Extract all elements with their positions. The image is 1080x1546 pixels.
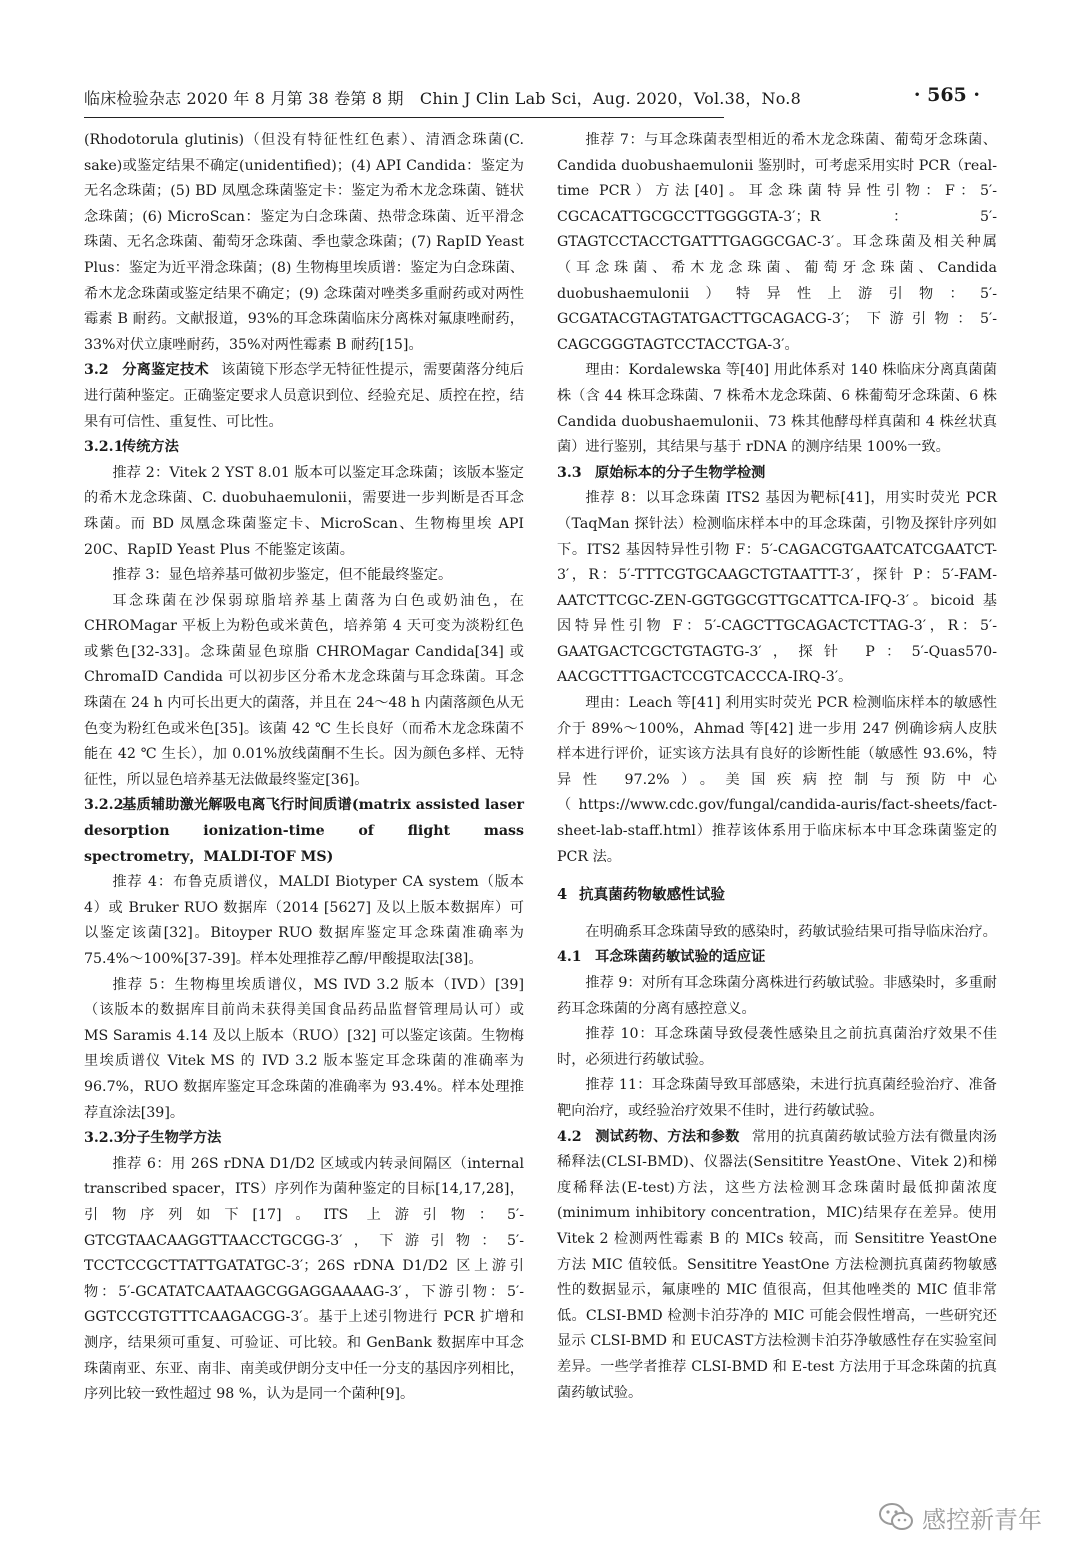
paragraph-identification-results: (Rhodotorula glutinis)（但没有特征性红色素）、清酒念珠菌(C. sake)或鉴定结果不确定(unidentified)；(4) API Candida：鉴定为无名念珠菌；(5) BD 凤凰念珠菌鉴定卡：鉴定为希木龙念珠菌、链状念珠菌；(6) MicroScan：鉴定为白念珠菌、热带念珠菌、近平滑念珠菌、无名念珠菌、葡萄牙念珠菌、季也蒙念珠菌；(7) RapID Yeast Plus：鉴定为近平滑念珠菌；(8) 生物梅里埃质谱：鉴定为白念珠菌、希木龙念珠菌或鉴定结果不确定；(9) 念珠菌对唑类多重耐药或对两性霉素 B 耐药。文献报道，93%的耳念珠菌临床分离株对氟康唑耐药，33%对伏立康唑耐药，35%对两性霉素 B 耐药[15]。 — [84, 132, 524, 353]
section-3-2-heading: 3.2 分离鉴定技术 该菌镜下形态学无特征性提示，需要菌落分纯后进行菌种鉴定。正确鉴定要求人员意识到位、经验充足、质控在控，结果有可信性、重复性、可比性。 — [84, 362, 524, 430]
recommendation-3: 推荐 3：显色培养基可做初步鉴定，但不能最终鉴定。 — [112, 567, 453, 584]
journal-citation: 临床检验杂志 2020 年 8 月第 38 卷第 8 期 Chin J Clin Lab Sci，Aug. 2020，Vol.38，No.8 — [84, 89, 801, 108]
wechat-watermark — [878, 1500, 1042, 1534]
recommendation-5: 推荐 5：生物梅里埃质谱仪，MS IVD 3.2 版本（IVD）[39]（该版本的数据库目前尚未获得美国食品药品监督管理局认可）或 MS Saramis 4.14 及以上版本（RUO）[32] 可以鉴定该菌。生物梅里埃质谱仪 Vitek MS 的 IVD 3.2 版本鉴定耳念珠菌的准确率为 96.7%，RUO 数据库鉴定耳念珠菌的准确率为 93.4%。样本处理推荐直涂法[39]。 — [84, 976, 524, 1121]
recommendation-7: 推荐 7：与耳念珠菌表型相近的希木龙念珠菌、葡萄牙念珠菌、Candida duobushaemulonii 鉴别时，可考虑采用实时 PCR（real-time PCR）方法[40]。耳念珠菌特异性引物：F：5′-CGCACATTGCGCCTTGGGGTA-3′；R：5′-GTAGTCCTACCTGATTTGAGGCGAC-3′。耳念珠菌及相关种属（耳念珠菌、希木龙念珠菌、葡萄牙念珠菌、Candida duobushaemulonii）特异性上游引物：5′-GCGATACGTAGTATGACTTGCAGACG-3′；下游引物：5′-CAGCGGGTAGTCCTACCTGA-3′。 — [557, 132, 997, 353]
watermark-text: 感控新青年 — [922, 1505, 1042, 1534]
reason-leach: 理由：Leach 等[41] 利用实时荧光 PCR 检测临床样本的敏感性介于 89%～100%，Ahmad 等[42] 进一步用 247 例确诊病人皮肤样本进行评价，证实该方法具有良好的诊断性能（敏感性 93.6%，特异性 97.2%）。美国疾病控制与预防中心（https://www.cdc.gov/fungal/candida-auris/fact-sheets/fact-sheet-lab-staff.html）推荐该体系用于临床标本中耳念珠菌鉴定的 PCR 法。 — [557, 695, 997, 865]
recommendation-6: 推荐 6：用 26S rDNA D1/D2 区域或内转录间隔区（internal transcribed spacer，ITS）序列作为菌种鉴定的目标[14,17,28]，引物序列如下[17]。ITS 上游引物：5′-GTCGTAACAAGGTTAACCTGCGG-3′，下游引物：5′-TCCTCCGCTTATTGATATGC-3′；26S rDNA D1/D2 区上游引物：5′-GCATATCAATAAGCGGAGGAAAAG-3′，下游引物：5′-GGTCCGTGTTTCAAGACGG-3′。基于上述引物进行 PCR 扩增和测序，结果须可重复、可验证、可比较。和 GenBank 数据库中耳念珠菌南亚、东亚、南非、南美或伊朗分支中任一分支的基因序列相比，序列比较一致性超过 98 %，认为是同一个菌种[9]。 — [84, 1155, 524, 1403]
wechat-icon — [878, 1502, 914, 1532]
section-3-2-3-heading: 3.2.3分子生物学方法 — [84, 1130, 222, 1147]
recommendation-10: 推荐 10：耳念珠菌导致侵袭性感染且之前抗真菌治疗效果不佳时，必须进行药敏试验。 — [557, 1026, 997, 1068]
recommendation-8: 推荐 8：以耳念珠菌 ITS2 基因为靶标[41]，用实时荧光 PCR（TaqMan 探针法）检测临床样本中的耳念珠菌，引物及探针序列如下。ITS2 基因特异性引物 F：5′-CAGACGTGAATCATCGAATCT-3′，R：5′-TTTCGTGCAAGCTGTAATTT-3′，探针 P：5′-FAM-AATCTTCGC-ZEN-GGTGGCGTTGCATTCA-IFQ-3′。bicoid 基因特异性引物 F：5′-CAGCTTGCAGACTCTTAG-3′，R：5′-GAATGACTCGCTGTAGTG-3′，探针 P：5′-Quas570-AACGCTTTGACTCCGTCACCCA-IRQ-3′。 — [557, 490, 997, 686]
right-column — [557, 128, 997, 1406]
section-3-3-heading: 3.3 原始标本的分子生物学检测 — [557, 464, 766, 481]
recommendation-9: 推荐 9：对所有耳念珠菌分离株进行药敏试验。非感染时，多重耐药耳念珠菌的分离有感控意义。 — [557, 975, 997, 1017]
page-number: · 565 · — [913, 84, 980, 106]
recommendation-2: 推荐 2：Vitek 2 YST 8.01 版本可以鉴定耳念珠菌；该版本鉴定的希木龙念珠菌、C. duobuhaemulonii，需要进一步判断是否耳念珠菌。而 BD 凤凰念珠菌鉴定卡、MicroScan、生物梅里埃 API 20C、RapID Yeast Plus 不能鉴定该菌。 — [84, 464, 524, 558]
header-rule — [84, 117, 724, 118]
section-4-intro: 在明确系耳念珠菌导致的感染时，药敏试验结果可指导临床治疗。 — [585, 923, 997, 940]
running-header — [84, 86, 984, 116]
section-4-1-heading: 4.1 耳念珠菌药敏试验的适应证 — [557, 949, 766, 966]
paragraph-chromagar: 耳念珠菌在沙保弱琼脂培养基上菌落为白色或奶油色，在 CHROMagar 平板上为粉色或米黄色，培养第 4 天可变为淡粉红色或紫色[32-33]。念珠菌显色琼脂 CHROMagar Candida[34] 或 ChromaID Candida 可以初步区分希木龙念珠菌与耳念珠菌。耳念珠菌在 24 h 内可长出更大的菌落，并且在 24～48 h 内菌落颜色从无色变为粉红色或米色[35]。该菌 42 ℃ 生长良好（而希木龙念珠菌不能在 42 ℃ 生长），加 0.01%放线菌酮不生长。因为颜色多样、无特征性，所以显色培养基无法做最终鉴定[36]。 — [84, 592, 524, 788]
section-3-2-1-heading: 3.2.1传统方法 — [84, 439, 179, 456]
section-4-2-text: 常用的抗真菌药敏试验方法有微量肉汤稀释法(CLSI-BMD)、仪器法(Sensititre YeastOne、Vitek 2)和梯度稀释法(E-test)方法，这些方法检测耳念珠菌时最低抑菌浓度(minimum inhibitory concentration，MIC)结果存在差异。使用 Vitek 2 检测两性霉素 B 的 MICs 较高，而 Sensititre YeastOne 方法 MIC 值较低。Sensititre YeastOne 方法检测抗真菌药物敏感性的数据显示，氟康唑的 MIC 值很高，但其他唑类的 MIC 值非常低。CLSI-BMD 检测卡泊芬净的 MIC 可能会假性增高，一些研究还显示 CLSI-BMD 和 EUCAST方法检测卡泊芬净敏感性存在实验室间差异。一些学者推荐 CLSI-BMD 和 E-test 方法用于耳念珠菌的抗真菌药敏试验。 — [557, 1128, 997, 1401]
section-4-2-heading: 4.2 测试药物、方法和参数 常用的抗真菌药敏试验方法有微量肉汤稀释法(CLSI-BMD)、仪器法(Sensititre YeastOne、Vitek 2)和梯度稀释法(E-test)方法，这些方法检测耳念珠菌时最低抑菌浓度(minimum inhibitory concentration，MIC)结果存在差异。使用 Vitek 2 检测两性霉素 B 的 MICs 较高，而 Sensititre YeastOne 方法 MIC 值较低。Sensititre YeastOne 方法检测抗真菌药物敏感性的数据显示，氟康唑的 MIC 值很高，但其他唑类的 MIC 值非常低。CLSI-BMD 检测卡泊芬净的 MIC 可能会假性增高，一些研究还显示 CLSI-BMD 和 EUCAST方法检测卡泊芬净敏感性存在实验室间差异。一些学者推荐 CLSI-BMD 和 E-test 方法用于耳念珠菌的抗真菌药敏试验。 — [557, 1128, 997, 1401]
section-4-heading: 4 抗真菌药物敏感性试验 — [557, 886, 725, 904]
recommendation-4: 推荐 4：布鲁克质谱仪，MALDI Biotyper CA system（版本 4）或 Bruker RUO 数据库（2014 [5627] 及以上版本数据库）可以鉴定该菌[32]。Bitoyper RUO 数据库鉴定耳念珠菌准确率为75.4%～100%[37-39]。样本处理推荐乙醇/甲酸提取法[38]。 — [84, 874, 524, 967]
left-column — [84, 128, 524, 1408]
section-3-2-2-heading: 3.2.2基质辅助激光解吸电离飞行时间质谱(matrix assisted laser desorption ionization-time of flight mass spectrometry，MALDI-TOF MS) — [84, 797, 524, 865]
recommendation-11: 推荐 11：耳念珠菌导致耳部感染，未进行抗真菌经验治疗、准备靶向治疗，或经验治疗效果不佳时，进行药敏试验。 — [557, 1077, 997, 1119]
reason-kordalewska: 理由：Kordalewska 等[40] 用此体系对 140 株临床分离真菌菌株（含 44 株耳念珠菌、7 株希木龙念珠菌、6 株葡萄牙念珠菌、6 株 Candida duobushaemulonii、73 株其他酵母样真菌和 4 株丝状真菌）进行鉴别，其结果与基于 rDNA 的测序结果 100%一致。 — [557, 362, 997, 456]
section-3-2-text: 该菌镜下形态学无特征性提示，需要菌落分纯后进行菌种鉴定。正确鉴定要求人员意识到位、经验充足、质控在控，结果有可信性、重复性、可比性。 — [84, 362, 524, 430]
